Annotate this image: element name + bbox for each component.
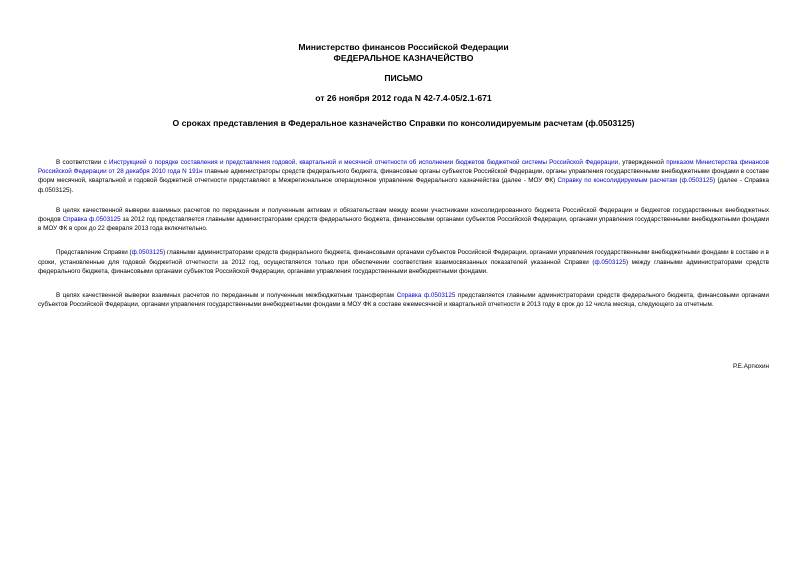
link-form-0503125[interactable]: Справка ф.0503125 (62, 216, 121, 224)
text: ) между главными администраторами средств федерального бюджета, финансовыми органами субъектов Российской Федерации, органами управления государственными внебюджетными фондами. (38, 258, 769, 275)
text: Представление Справки ( (56, 249, 132, 257)
link-consolidated-settlements[interactable]: Справку по консолидируемым расчетам (557, 177, 678, 185)
signature: Р.Е.Артюхин (733, 363, 769, 370)
link-order-191n[interactable]: приказом Министерства финансов Российской Федерации от 28 декабря 2010 года N 191н (38, 159, 769, 176)
link-form-0503125[interactable]: ф.0503125 (594, 258, 626, 266)
document-subject: О сроках представления в Федеральное казначейство Справки по консолидируемым расчетам (ф.0503125) (172, 118, 635, 128)
link-instruction[interactable]: Инструкцией о порядке составления и представления годовой, квартальной и месячной отчетности об исполнении бюджетов бюджетной системы Российской Федерации (109, 159, 619, 166)
link-form-0503125[interactable]: ф.0503125 (681, 177, 714, 185)
document-date-number: от 26 ноября 2012 года N 42-7.4-05/2.1-671 (315, 93, 492, 103)
document-type: ПИСЬМО (384, 73, 423, 83)
paragraph-3 (38, 248, 769, 276)
text: за 2012 год представляется главными администраторами средств федерального бюджета, финансовыми органами субъектов Российской Федерации, органами управления государственными внебюджетными фондами в МОУ ФК в срок до 22 февраля 2013 года включительно. (38, 216, 769, 233)
text: В целях качественной выверки взаимных расчетов по переданным и полученным межбюджетным трансфертам (56, 292, 397, 300)
text: ( (677, 177, 682, 185)
paragraph-2 (38, 206, 769, 234)
text: ) (далее - Справка ф.0503125). (38, 177, 769, 194)
text: представляется главными администраторами средств федерального бюджета, финансовыми органами субъектов Российской Федерации, органами управления государственными внебюджетными фондами в МОУ ФК в составе ежемесячной и квартальной отчетности в 2013 году в срок до 12 числа месяца, следующего за отчетным. (38, 292, 769, 309)
link-form-0503125[interactable]: Справка ф.0503125 (396, 292, 456, 300)
text: главные администраторы средств федерального бюджета, финансовые органы субъектов Российской Федерации, органы управления государственными внебюджетными фондами в составе форм месячной, квартальной и годовой бюджетной отчетности представляют в Межрегиональное операционное управление Федерального казначейства (далее - МОУ ФК) (38, 168, 769, 185)
text: ) главными администраторами средств федерального бюджета, финансовыми органами субъектов Российской Федерации, органами управления государственными внебюджетными фондами в составе и в сроки, установленные для годовой бюджетной отчетности за 2012 год, осуществляется только при обеспечении соответствия взаимосвязанных показателей указанной Справки ( (38, 249, 770, 266)
treasury-name: ФЕДЕРАЛЬНОЕ КАЗНАЧЕЙСТВО (333, 53, 474, 63)
text: , утвержденной (618, 159, 667, 166)
text: В целях качественной выверки взаимных расчетов по переданным и полученным активам и обязательствам между всеми участниками консолидированного бюджета Российской Федерации и бюджетов государственных внебюджетных фондов (38, 206, 769, 224)
paragraph-1 (38, 158, 769, 195)
text: В соответствии с (56, 159, 110, 166)
paragraph-4 (38, 291, 769, 309)
document-header (38, 42, 769, 104)
ministry-name: Министерство финансов Российской Федерации (298, 42, 509, 52)
link-form-0503125[interactable]: ф.0503125 (131, 249, 164, 257)
